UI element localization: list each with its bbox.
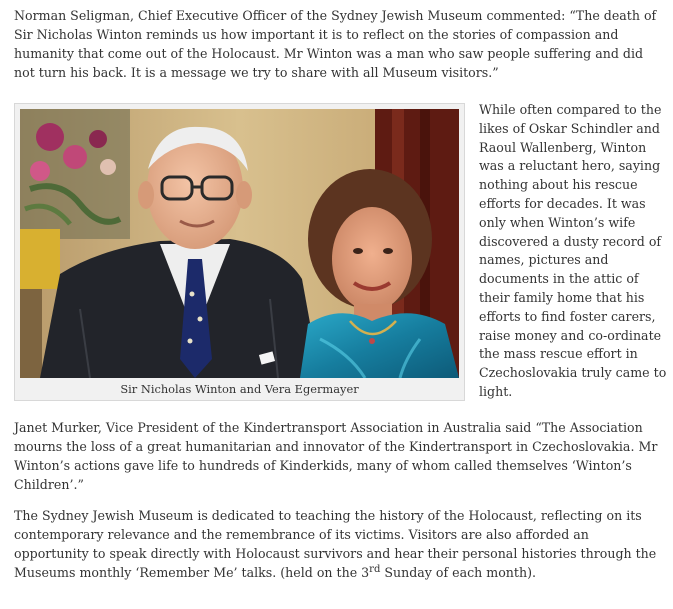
photo-figure bbox=[14, 103, 465, 401]
paragraph-reluctant-hero: While often compared to the likes of Oskar Schindler and Raoul Wallenberg, Winton was a reluctant hero, saying nothing about his rescue efforts for decades. It was only when Winton’s wife discovered a dusty record of names, pictures and documents in the attic of their family home that his efforts to find foster carers, raise money and co-ordinate the mass rescue effort in Czechoslovakia truly came to light. bbox=[479, 102, 667, 399]
paragraph-murker-quote: Janet Murker, Vice President of the Kindertransport Association in Australia said “The Association mourns the loss of a great humanitarian and innovator of the Kindertransport in Czechoslovakia. Mr Winton’s actions gave life to hundreds of Kinderkids, many of whom called themselves ‘Winton’s Children’.” bbox=[14, 420, 658, 492]
paragraph-seligman-quote: Norman Seligman, Chief Executive Officer of the Sydney Jewish Museum commented: “The death of Sir Nicholas Winton reminds us how important it is to reflect on the stories of compassion and humanity that come out of the Holocaust. Mr Winton was a man who saw people suffering and did not turn his back. It is a message we try to share with all Museum visitors.” bbox=[14, 8, 657, 80]
photo-caption: Sir Nicholas Winton and Vera Egermayer bbox=[120, 382, 359, 396]
article-body bbox=[14, 6, 666, 582]
photo-winton-egermayer bbox=[20, 109, 459, 378]
figure-row bbox=[14, 103, 666, 410]
paragraph-museum-info bbox=[14, 506, 666, 582]
photo-illustration bbox=[20, 109, 459, 378]
ordinal-suffix: rd bbox=[369, 563, 381, 575]
museum-info-text: The Sydney Jewish Museum is dedicated to teaching the history of the Holocaust, reflecting on its contemporary relevance and the remembrance of its victims. Visitors are also afforded an opportunity to speak directly with Holocaust survivors and hear their personal histories through the Museums monthly ‘Remember Me’ talks. (held on the 3 bbox=[14, 508, 657, 580]
museum-info-end: Sunday of each month). bbox=[380, 565, 536, 580]
